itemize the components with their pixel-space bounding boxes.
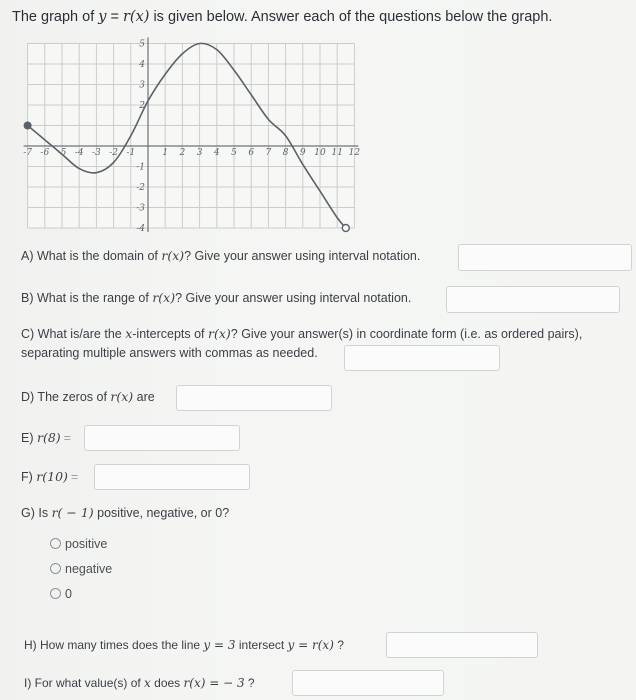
y-tick-label: -2: [136, 183, 145, 193]
x-tick-label: -1: [126, 148, 136, 158]
x-tick-label: 4: [213, 148, 220, 158]
question-e: E) r(8) =: [21, 430, 71, 445]
y-tick-label: 4: [139, 60, 145, 70]
x-tick-label: 2: [179, 148, 186, 158]
question-b: B) What is the range of r(x)? Give your answer using interval notation.: [21, 290, 412, 305]
x-tick-label: 9: [299, 148, 306, 158]
question-a: A) What is the domain of r(x)? Give your answer using interval notation.: [21, 248, 421, 263]
y-tick-label: 2: [139, 101, 145, 111]
domain-answer-input[interactable]: [458, 244, 632, 271]
radio-circle-icon[interactable]: [50, 563, 61, 574]
x-values-answer-input[interactable]: [292, 670, 444, 696]
x-tick-label: 3: [196, 148, 203, 158]
x-tick-label: -2: [109, 148, 118, 158]
zeros-answer-input[interactable]: [176, 385, 332, 411]
x-tick-label: 5: [231, 148, 237, 158]
x-tick-label: -3: [92, 148, 101, 158]
y-tick-label: -1: [136, 162, 145, 173]
y-tick-label: -3: [136, 203, 145, 214]
y-tick-label: -4: [136, 224, 145, 234]
question-d: D) The zeros of r(x) are: [21, 389, 155, 404]
x-tick-label: 1: [162, 148, 169, 158]
x-tick-label: 10: [314, 148, 326, 158]
question-c: C) What is/are the x-intercepts of r(x)? Give your answer(s) in coordinate form (i.e. as ordered pairs), separating multiple answers with commas as needed.: [21, 326, 583, 360]
y-tick-label: 3: [139, 80, 145, 91]
radio-circle-icon[interactable]: [50, 538, 61, 549]
x-intercepts-answer-input[interactable]: [344, 345, 500, 371]
closed-endpoint-marker: [24, 122, 32, 130]
option-zero[interactable]: 0: [50, 587, 72, 601]
question-f: F) r(10) =: [21, 469, 79, 484]
x-tick-label: -7: [23, 148, 32, 158]
x-tick-label: 8: [282, 148, 289, 158]
plot-area: [28, 44, 355, 229]
x-tick-label: -5: [57, 148, 67, 158]
r-of-10-answer-input[interactable]: [94, 464, 250, 490]
x-tick-label: 7: [265, 148, 272, 158]
radio-circle-icon[interactable]: [50, 588, 61, 599]
x-tick-label: -4: [74, 148, 84, 158]
r-of-8-answer-input[interactable]: [84, 425, 240, 451]
option-negative[interactable]: negative: [50, 562, 112, 576]
x-tick-label: 12: [348, 148, 361, 158]
question-h: H) How many times does the line y = 3 intersect y = r(x) ?: [24, 638, 344, 652]
question-i: I) For what value(s) of x does r(x) = − 3 ?: [24, 676, 255, 690]
x-tick-label: -6: [40, 148, 50, 158]
x-tick-label: 11: [331, 148, 343, 158]
open-endpoint-marker: [342, 225, 349, 232]
intersections-answer-input[interactable]: [386, 632, 538, 658]
option-positive[interactable]: positive: [50, 537, 107, 551]
page-title: The graph of y = r(x) is given below. Answer each of the questions below the graph.: [12, 9, 553, 25]
range-answer-input[interactable]: [446, 286, 620, 313]
y-tick-label: 5: [139, 39, 145, 50]
function-graph: [0, 0, 636, 240]
x-tick-label: 6: [248, 148, 255, 158]
question-g: G) Is r( − 1) positive, negative, or 0?: [21, 505, 230, 520]
